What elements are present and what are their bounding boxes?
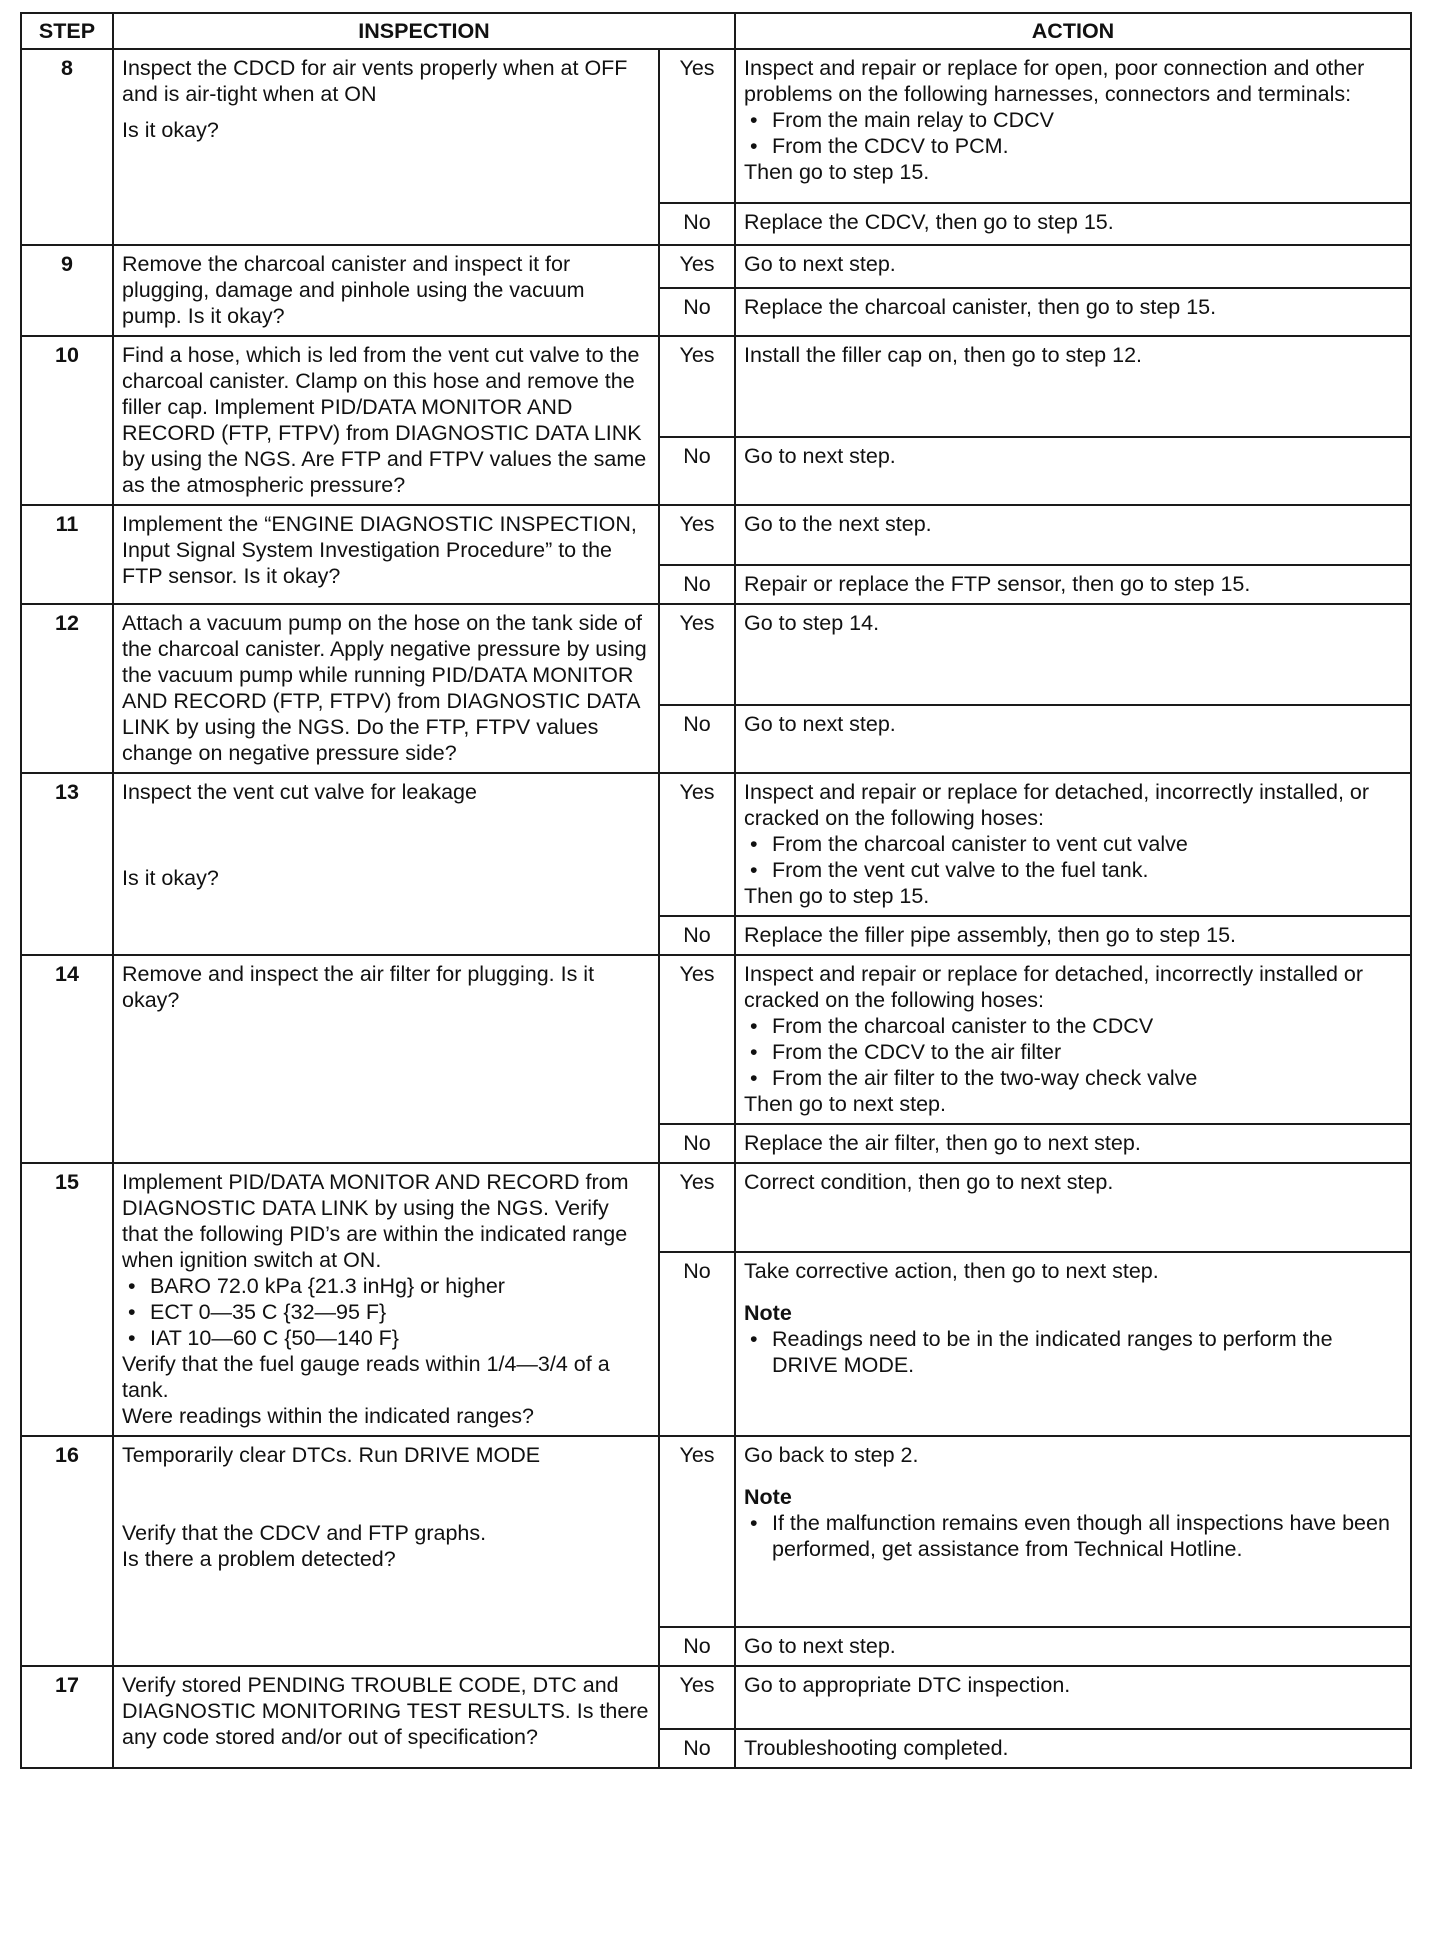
yes-action-cell [735,773,1411,916]
yes-label: Yes [659,1666,735,1729]
step-number: 17 [21,1666,113,1768]
yes-label: Yes [659,604,735,705]
inspection-cell [113,773,659,955]
no-label: No [659,437,735,505]
yes-action-cell: Go to the next step. [735,505,1411,565]
inspection-cell: Find a hose, which is led from the vent cut valve to the charcoal canister. Clamp on this hose and remove the filler cap. Implement PID/DATA MONITOR AND RECORD (FTP, FTPV) from DIAGNOSTIC DATA LINK by using the NGS. Are FTP and FTPV values the same as the atmospheric pressure? [113,336,659,505]
step-number: 9 [21,245,113,336]
inspection-text: Inspect the vent cut valve for leakage [122,780,477,804]
inspection-text: Temporarily clear DTCs. Run DRIVE MODE [122,1443,541,1467]
action-column-header: ACTION [735,13,1411,49]
inspection-cell: Remove the charcoal canister and inspect it for plugging, damage and pinhole using the vacuum pump. Is it okay? [113,245,659,336]
table-row [21,1436,1411,1627]
no-label: No [659,1252,735,1436]
table-row [21,245,1411,288]
yes-action-cell: Go to next step. [735,245,1411,288]
inspection-bullet: • ECT 0—35 C {32—95 F} [122,1299,650,1325]
table-row [21,773,1411,916]
action-text: Take corrective action, then go to next step. [744,1259,1159,1283]
inspection-cell [113,1436,659,1666]
yes-label: Yes [659,505,735,565]
step-number: 8 [21,49,113,245]
yes-action-cell: Go to appropriate DTC inspection. [735,1666,1411,1729]
table-row [21,49,1411,203]
step-number: 16 [21,1436,113,1666]
action-bullet: • From the air filter to the two-way check valve [744,1065,1402,1091]
action-bullet: • From the vent cut valve to the fuel tank. [744,857,1402,883]
step-number: 12 [21,604,113,773]
no-action-cell: Replace the CDCV, then go to step 15. [735,203,1411,245]
yes-action-cell [735,955,1411,1124]
yes-action-cell: Go to step 14. [735,604,1411,705]
action-bullet: • From the CDCV to PCM. [744,133,1402,159]
inspection-question: Is it okay? [122,118,219,142]
no-label: No [659,288,735,336]
inspection-cell [113,49,659,245]
yes-label: Yes [659,773,735,916]
table-row [21,1163,1411,1252]
no-action-cell: Go to next step. [735,437,1411,505]
yes-label: Yes [659,1163,735,1252]
inspection-cell: Remove and inspect the air filter for plugging. Is it okay? [113,955,659,1163]
table-row [21,505,1411,565]
yes-label: Yes [659,336,735,437]
step-number: 11 [21,505,113,604]
no-action-cell: Replace the air filter, then go to next step. [735,1124,1411,1163]
yes-action-cell [735,49,1411,203]
no-label: No [659,1124,735,1163]
step-number: 13 [21,773,113,955]
no-label: No [659,1627,735,1666]
step-number: 10 [21,336,113,505]
note-bullet: • Readings need to be in the indicated ranges to perform the DRIVE MODE. [744,1326,1402,1378]
step-number: 15 [21,1163,113,1436]
inspection-cell: Implement the “ENGINE DIAGNOSTIC INSPECTION, Input Signal System Investigation Procedure” to the FTP sensor. Is it okay? [113,505,659,604]
action-text: Inspect and repair or replace for detached, incorrectly installed or cracked on the following hoses: [744,962,1364,1012]
inspection-bullet: • BARO 72.0 kPa {21.3 inHg} or higher [122,1273,650,1299]
action-then: Then go to step 15. [744,160,930,184]
action-bullet: • From the charcoal canister to vent cut valve [744,831,1402,857]
no-label: No [659,1729,735,1768]
diagnostic-table [20,12,1412,1769]
inspection-cell: Verify stored PENDING TROUBLE CODE, DTC and DIAGNOSTIC MONITORING TEST RESULTS. Is there any code stored and/or out of specification? [113,1666,659,1768]
inspection-question: Is it okay? [122,866,219,890]
header-row [21,13,1411,49]
inspection-column-header: INSPECTION [113,13,735,49]
yes-label: Yes [659,1436,735,1627]
inspection-text: Inspect the CDCD for air vents properly when at OFF and is air-tight when at ON [122,56,628,106]
yes-action-cell: Install the filler cap on, then go to step 12. [735,336,1411,437]
no-action-cell: Replace the filler pipe assembly, then go to step 15. [735,916,1411,955]
note-title: Note [744,1301,792,1325]
action-then: Then go to next step. [744,1092,946,1116]
inspection-question: Is there a problem detected? [122,1547,396,1571]
inspection-cell [113,1163,659,1436]
yes-action-cell [735,1436,1411,1627]
inspection-text: Verify that the fuel gauge reads within 1/4—3/4 of a tank. [122,1352,610,1402]
table-row [21,336,1411,437]
yes-label: Yes [659,49,735,203]
yes-action-cell: Correct condition, then go to next step. [735,1163,1411,1252]
inspection-question: Were readings within the indicated ranges? [122,1404,534,1428]
yes-label: Yes [659,245,735,288]
no-action-cell: Troubleshooting completed. [735,1729,1411,1768]
action-bullet: • From the CDCV to the air filter [744,1039,1402,1065]
table-row [21,604,1411,705]
inspection-text: Verify that the CDCV and FTP graphs. [122,1521,487,1545]
diagnostic-procedure-sheet [20,12,1410,1769]
inspection-cell: Attach a vacuum pump on the hose on the tank side of the charcoal canister. Apply negative pressure by using the vacuum pump while running PID/DATA MONITOR AND RECORD (FTP, FTPV) from DIAGNOSTIC DATA LINK by using the NGS. Do the FTP, FTPV values change on negative pressure side? [113,604,659,773]
action-text: Go back to step 2. [744,1443,919,1467]
no-action-cell: Repair or replace the FTP sensor, then go to step 15. [735,565,1411,604]
no-action-cell: Go to next step. [735,705,1411,773]
no-action-cell [735,1252,1411,1436]
step-number: 14 [21,955,113,1163]
no-label: No [659,565,735,604]
inspection-text: Implement PID/DATA MONITOR AND RECORD from DIAGNOSTIC DATA LINK by using the NGS. Verify that the following PID’s are within the indicated range when ignition switch at ON. [122,1170,629,1272]
table-row [21,1666,1411,1729]
no-label: No [659,916,735,955]
no-label: No [659,705,735,773]
action-text: Inspect and repair or replace for detached, incorrectly installed, or cracked on the following hoses: [744,780,1370,830]
no-label: No [659,203,735,245]
action-text: Inspect and repair or replace for open, poor connection and other problems on the following harnesses, connectors and terminals: [744,56,1365,106]
note-title: Note [744,1485,792,1509]
yes-label: Yes [659,955,735,1124]
action-bullet: • From the charcoal canister to the CDCV [744,1013,1402,1039]
note-bullet: • If the malfunction remains even though all inspections have been performed, get assistance from Technical Hotline. [744,1510,1402,1562]
no-action-cell: Replace the charcoal canister, then go to step 15. [735,288,1411,336]
no-action-cell: Go to next step. [735,1627,1411,1666]
table-row [21,955,1411,1124]
action-bullet: • From the main relay to CDCV [744,107,1402,133]
action-then: Then go to step 15. [744,884,930,908]
inspection-bullet: • IAT 10—60 C {50—140 F} [122,1325,650,1351]
step-column-header: STEP [21,13,113,49]
